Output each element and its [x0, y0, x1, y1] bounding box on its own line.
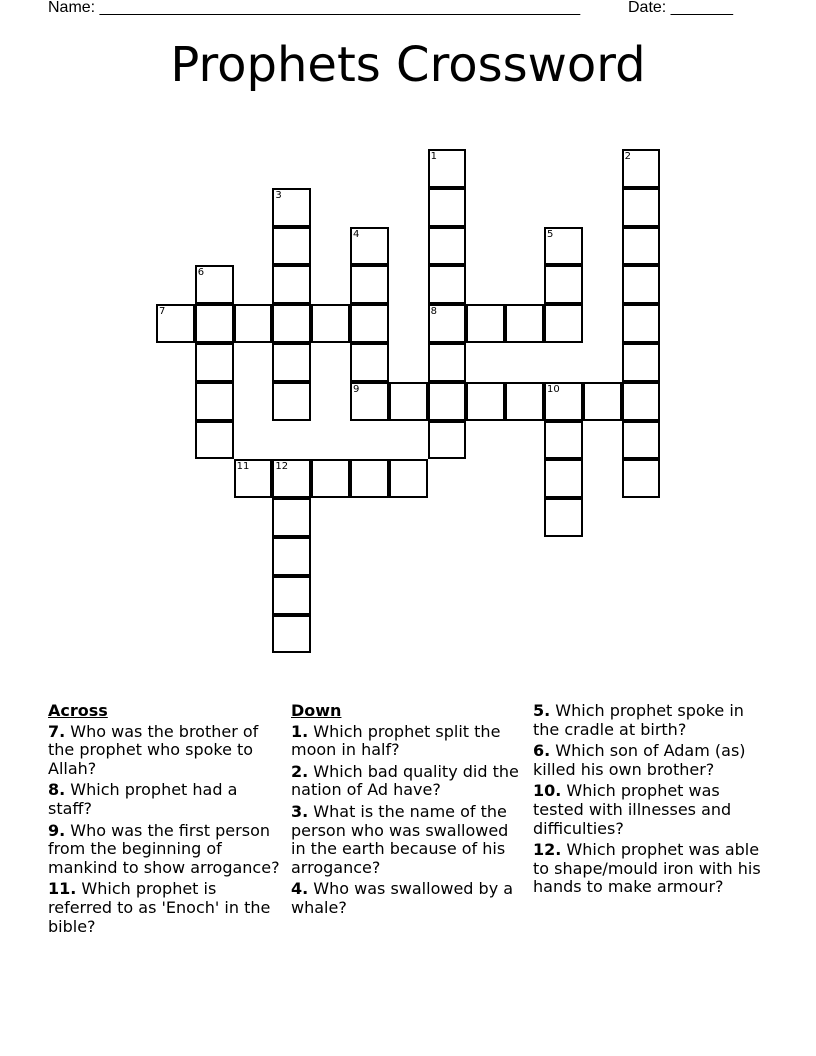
clue-number: 8. [48, 780, 66, 800]
clue-text: Who was the brother of the prophet who spoke to Allah? [48, 721, 259, 778]
grid-cell[interactable] [272, 343, 311, 382]
clue-number: 2. [291, 761, 309, 781]
clue-number: 6. [533, 741, 551, 761]
name-field[interactable]: Name: ______________________________________________________ [48, 0, 581, 16]
grid-cell[interactable] [272, 188, 311, 227]
grid-cell[interactable] [156, 304, 195, 343]
clue-text: Which prophet had a staff? [48, 780, 238, 818]
clue-item [533, 702, 773, 739]
grid-cell[interactable] [350, 265, 389, 304]
grid-cell[interactable] [505, 304, 544, 343]
down-clues [291, 702, 526, 921]
grid-cell[interactable] [428, 304, 467, 343]
grid-cell[interactable] [466, 382, 505, 421]
grid-cell[interactable] [272, 459, 311, 498]
clue-number: 7. [48, 721, 66, 741]
clue-number: 12 [275, 461, 289, 473]
grid-cell[interactable] [272, 304, 311, 343]
grid-cell[interactable] [234, 304, 273, 343]
grid-cell[interactable] [311, 459, 350, 498]
grid-cell[interactable] [544, 498, 583, 537]
grid-cell[interactable] [622, 382, 661, 421]
grid-cell[interactable] [428, 265, 467, 304]
grid-cell[interactable] [622, 304, 661, 343]
clue-text: Which bad quality did the nation of Ad have? [291, 761, 519, 800]
clue-item [48, 723, 283, 779]
grid-cell[interactable] [195, 382, 234, 421]
clue-item [533, 841, 773, 897]
grid-cell[interactable] [428, 343, 467, 382]
clue-number: 6 [197, 267, 205, 279]
clue-item [291, 763, 526, 800]
grid-cell[interactable] [544, 459, 583, 498]
page-title: Prophets Crossword [170, 37, 646, 93]
grid-cell[interactable] [622, 459, 661, 498]
grid-cell[interactable] [428, 382, 467, 421]
grid-cell[interactable] [389, 459, 428, 498]
clue-number: 9. [48, 820, 66, 840]
grid-cell[interactable] [622, 265, 661, 304]
clue-text: Which prophet was tested with illnesses and difficulties? [533, 781, 732, 838]
clue-item [48, 822, 283, 878]
grid-cell[interactable] [272, 576, 311, 615]
grid-cell[interactable] [272, 265, 311, 304]
grid-cell[interactable] [389, 382, 428, 421]
grid-cell[interactable] [350, 304, 389, 343]
grid-cell[interactable] [350, 227, 389, 266]
clue-text: Which prophet split the moon in half? [291, 721, 501, 760]
grid-cell[interactable] [272, 537, 311, 576]
clue-item [533, 782, 773, 838]
grid-cell[interactable] [195, 304, 234, 343]
grid-cell[interactable] [195, 265, 234, 304]
grid-cell[interactable] [544, 421, 583, 460]
clue-number: 9 [353, 383, 360, 395]
clue-item [291, 723, 526, 760]
clue-number: 5. [533, 701, 551, 720]
clue-item [533, 742, 773, 779]
clue-text: Which prophet was able to shape/mould iron with his hands to make armour? [533, 840, 761, 897]
grid-cell[interactable] [622, 343, 661, 382]
clue-number: 4. [291, 879, 309, 899]
clue-text: Which prophet spoke in the cradle at birth? [533, 701, 744, 739]
clue-item [48, 781, 283, 818]
down-clues-continued [533, 702, 773, 900]
across-clues [48, 702, 283, 939]
clue-text: Which son of Adam (as) killed his own brother? [533, 741, 746, 779]
grid-cell[interactable] [272, 227, 311, 266]
clue-number: 2 [624, 151, 631, 162]
grid-cell[interactable] [350, 382, 389, 421]
grid-cell[interactable] [195, 343, 234, 382]
across-clue-list [48, 723, 283, 937]
grid-cell[interactable] [544, 265, 583, 304]
clue-number: 3 [275, 189, 282, 201]
across-heading: Across [48, 701, 108, 720]
grid-cell[interactable] [350, 459, 389, 498]
clue-item [291, 803, 526, 877]
clue-number: 12. [533, 840, 562, 860]
clue-number: 7 [159, 306, 166, 318]
down-clue-list-continued [533, 702, 773, 897]
grid-cell[interactable] [234, 459, 273, 498]
clue-number: 11. [48, 879, 77, 899]
grid-cell[interactable] [428, 149, 467, 188]
grid-cell[interactable] [272, 498, 311, 537]
grid-cell[interactable] [583, 382, 622, 421]
date-field[interactable]: Date: _______ [628, 0, 733, 16]
grid-cell[interactable] [466, 304, 505, 343]
grid-cell[interactable] [622, 227, 661, 266]
clue-number: 4 [353, 228, 360, 240]
clue-number: 10 [547, 383, 560, 395]
clue-text: What is the name of the person who was swallowed in the earth because of his arrogance? [291, 801, 509, 877]
clue-item [48, 880, 283, 936]
clue-number: 3. [291, 801, 309, 821]
grid-cell[interactable] [311, 304, 350, 343]
grid-cell[interactable] [272, 615, 311, 654]
clue-number: 10. [533, 781, 562, 801]
grid-cell[interactable] [544, 382, 583, 421]
grid-cell[interactable] [544, 227, 583, 266]
clue-number: 11 [236, 461, 250, 473]
clue-number: 1. [291, 721, 309, 741]
clue-item [291, 880, 526, 917]
down-heading: Down [291, 701, 342, 720]
grid-cell[interactable] [272, 382, 311, 421]
grid-cell[interactable] [622, 421, 661, 460]
grid-cell[interactable] [428, 227, 467, 266]
grid-cell[interactable] [350, 343, 389, 382]
grid-cell[interactable] [622, 188, 661, 227]
clue-number: 5 [547, 228, 554, 240]
clue-number: 1 [430, 151, 437, 162]
grid-cell[interactable] [505, 382, 544, 421]
grid-cell[interactable] [544, 304, 583, 343]
grid-cell[interactable] [622, 149, 661, 188]
clue-text: Who was the first person from the beginning of mankind to show arrogance? [48, 820, 280, 877]
clue-text: Which prophet is referred to as 'Enoch' in the bible? [48, 879, 271, 936]
clue-text: Who was swallowed by a whale? [291, 879, 514, 917]
grid-cell[interactable] [195, 421, 234, 460]
clue-number: 8 [430, 306, 437, 318]
grid-cell[interactable] [428, 421, 467, 460]
down-clue-list [291, 723, 526, 918]
grid-cell[interactable] [428, 188, 467, 227]
